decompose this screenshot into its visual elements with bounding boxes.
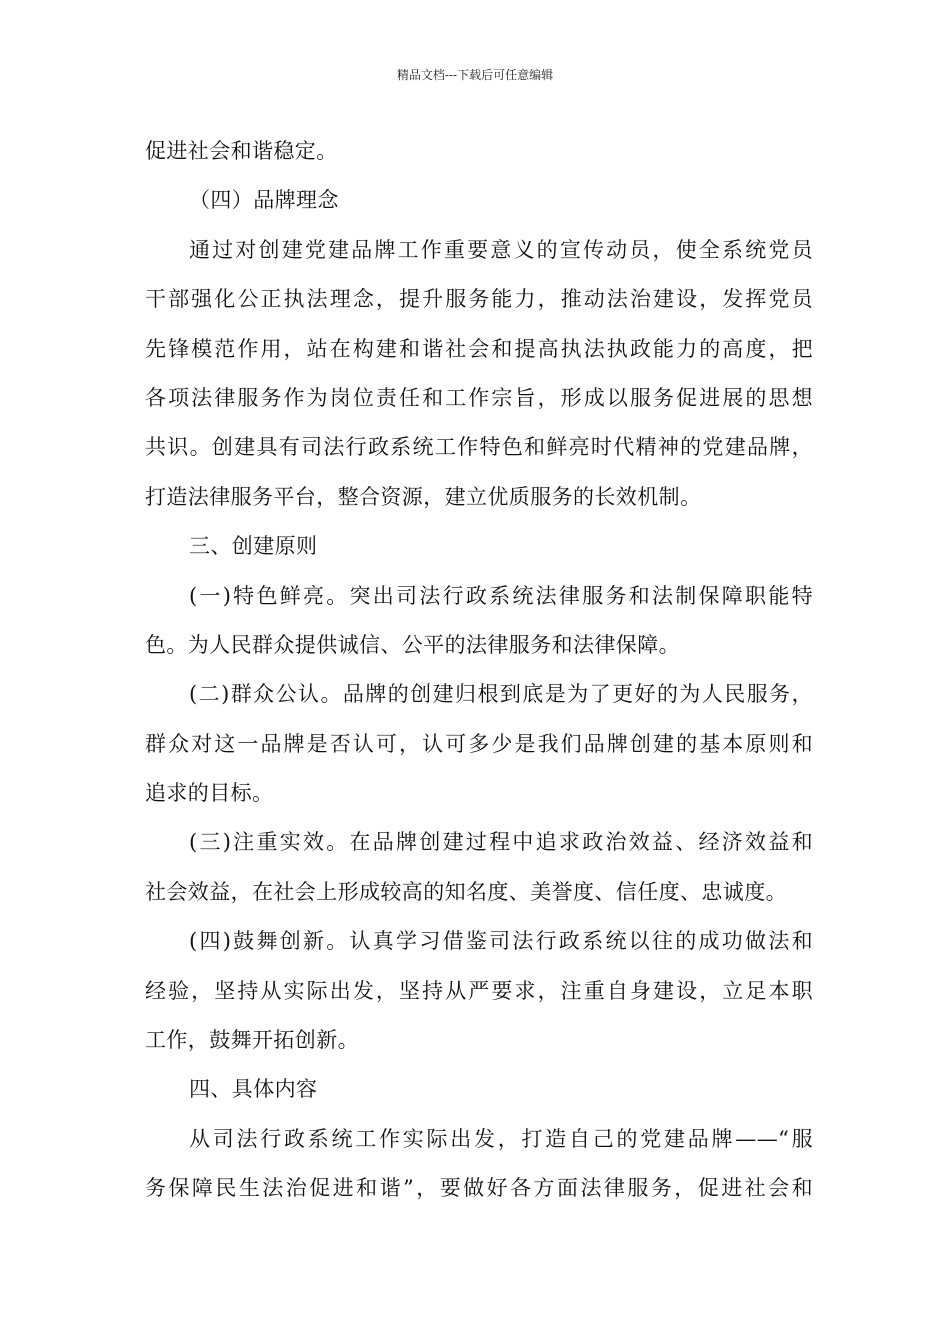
paragraph-line: 社会效益，在社会上形成较高的知名度、美誉度、信任度、忠诚度。 — [145, 879, 787, 904]
section-heading: （四）品牌理念 — [189, 188, 339, 213]
paragraph-line: 群众对这一品牌是否认可，认可多少是我们品牌创建的基本原则和 — [145, 731, 813, 756]
paragraph-line: 务保障民生法治促进和谐”，要做好各方面法律服务，促进社会和 — [145, 1176, 813, 1201]
page-header: 精品文档---下载后可任意编辑 — [396, 68, 554, 82]
paragraph-line: 共识。创建具有司法行政系统工作特色和鲜亮时代精神的党建品牌， — [145, 435, 813, 460]
paragraph-line: (三)注重实效。在品牌创建过程中追求政治效益、经济效益和 — [189, 830, 813, 855]
paragraph-line: 色。为人民群众提供诚信、公平的法律服务和法律保障。 — [145, 632, 680, 657]
paragraph-line: 促进社会和谐稳定。 — [145, 139, 338, 163]
paragraph-line: 通过对创建党建品牌工作重要意义的宣传动员，使全系统党员 — [189, 237, 813, 262]
section-heading: 四、具体内容 — [189, 1077, 318, 1102]
paragraph-line: 打造法律服务平台，整合资源，建立优质服务的长效机制。 — [145, 484, 702, 509]
paragraph-line: 先锋模范作用，站在构建和谐社会和提高执法执政能力的高度，把 — [145, 336, 813, 361]
paragraph-line: 各项法律服务作为岗位责任和工作宗旨，形成以服务促进展的思想 — [145, 385, 813, 410]
section-heading: 三、创建原则 — [189, 534, 318, 559]
paragraph-line: (一)特色鲜亮。突出司法行政系统法律服务和法制保障职能特 — [189, 583, 813, 608]
paragraph-line: (四)鼓舞创新。认真学习借鉴司法行政系统以往的成功做法和 — [189, 929, 813, 954]
paragraph-line: 干部强化公正执法理念，提升服务能力，推动法治建设，发挥党员 — [145, 287, 813, 312]
paragraph-line: 从司法行政系统工作实际出发，打造自己的党建品牌——“服 — [189, 1126, 813, 1151]
document-body — [145, 127, 813, 1214]
paragraph-line: (二)群众公认。品牌的创建归根到底是为了更好的为人民服务， — [189, 682, 813, 707]
paragraph-line: 经验，坚持从实际出发，坚持从严要求，注重自身建设，立足本职 — [145, 978, 813, 1003]
paragraph-line: 追求的目标。 — [145, 781, 274, 806]
paragraph-line: 工作，鼓舞开拓创新。 — [145, 1028, 359, 1053]
